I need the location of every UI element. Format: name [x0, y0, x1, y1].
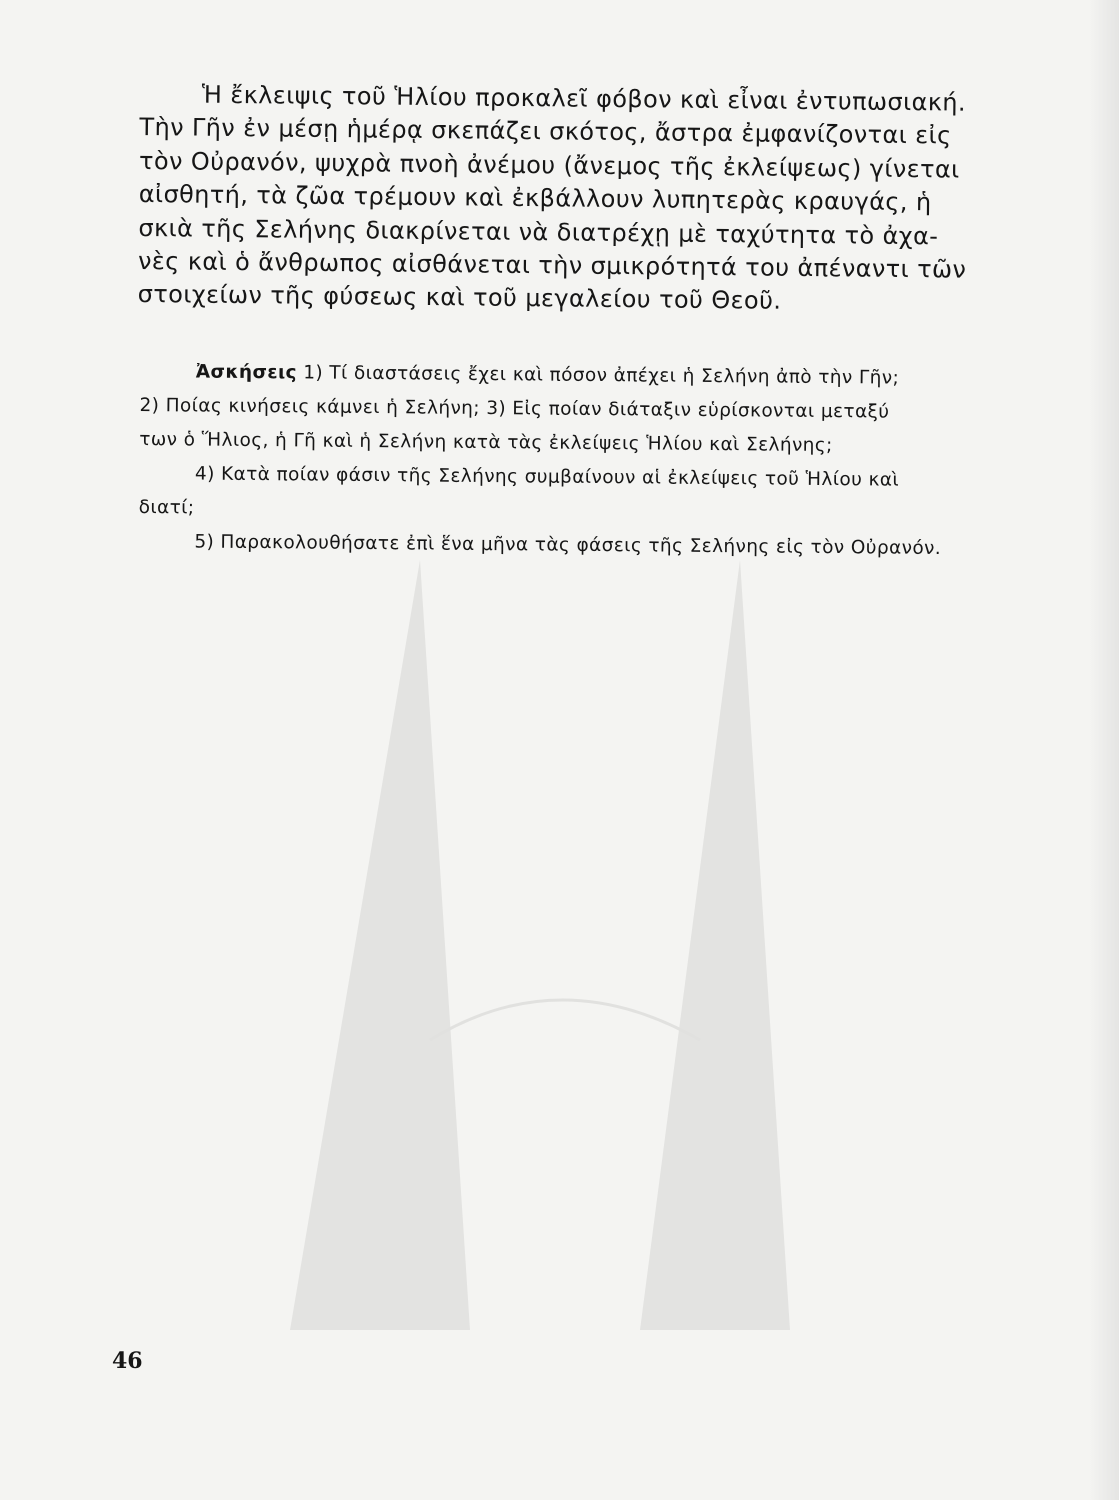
exercise-line: των ὁ Ἥλιος, ἡ Γῆ καὶ ἡ Σελήνη κατὰ τὰς ἐκλείψεις Ἡλίου καὶ Σελήνης; [139, 428, 833, 457]
page-edge-shade [1089, 0, 1119, 1500]
paragraph-line: στοιχείων τῆς φύσεως καὶ τοῦ μεγαλείου τοῦ Θεοῦ. [137, 280, 782, 316]
paragraph-line: σκιὰ τῆς Σελήνης διακρίνεται νὰ διατρέχῃ μὲ ταχύτητα τὸ ἀχα- [138, 213, 939, 250]
ghost-arc [430, 1000, 700, 1040]
exercises-section [138, 355, 1010, 567]
paragraph-line: Ἡ ἔκλειψις τοῦ Ἡλίου προκαλεῖ φόβον καὶ εἶναι ἐντυπωσιακή. [201, 80, 967, 117]
exercise-line: 5) Παρακολουθήσατε ἐπὶ ἕνα μῆνα τὰς φάσεις τῆς Σελήνης εἰς τὸν Οὐρανόν. [194, 531, 942, 559]
exercise-1-text: 1) Τί διαστάσεις ἔχει καὶ πόσον ἀπέχει ἡ Σελήνη ἀπὸ τὴν Γῆν; [296, 362, 900, 389]
paragraph-line: Τὴν Γῆν ἐν μέσῃ ἡμέρᾳ σκεπάζει σκότος, ἄστρα ἐμφανίζονται εἰς [139, 113, 952, 150]
exercises-heading: Ἀσκήσεις [195, 361, 298, 384]
page-number: 46 [112, 1348, 143, 1374]
ghost-cone-right [640, 560, 790, 1330]
exercise-line: 2) Ποίας κινήσεις κάμνει ἡ Σελήνη; 3) Εἰς ποίαν διάταξιν εὑρίσκονται μεταξύ [139, 394, 890, 423]
exercise-line: 4) Κατὰ ποίαν φάσιν τῆς Σελήνης συμβαίνουν αἱ ἐκλείψεις τοῦ Ἡλίου καὶ [194, 463, 900, 491]
paragraph-line: τὸν Οὐρανόν, ψυχρὰ πνοὴ ἀνέμου (ἄνεμος τῆς ἐκλείψεως) γίνεται [138, 146, 960, 184]
paragraph-line: αἰσθητή, τὰ ζῶα τρέμουν καὶ ἐκβάλλουν λυπητερὰς κραυγάς, ἡ [138, 180, 932, 217]
exercise-line: διατί; [138, 496, 195, 519]
main-paragraph [138, 78, 1010, 321]
paragraph-line: νὲς καὶ ὁ ἄνθρωπος αἰσθάνεται τὴν σμικρότητά του ἀπέναντι τῶν [137, 247, 967, 284]
ghost-cone-left [290, 560, 470, 1330]
